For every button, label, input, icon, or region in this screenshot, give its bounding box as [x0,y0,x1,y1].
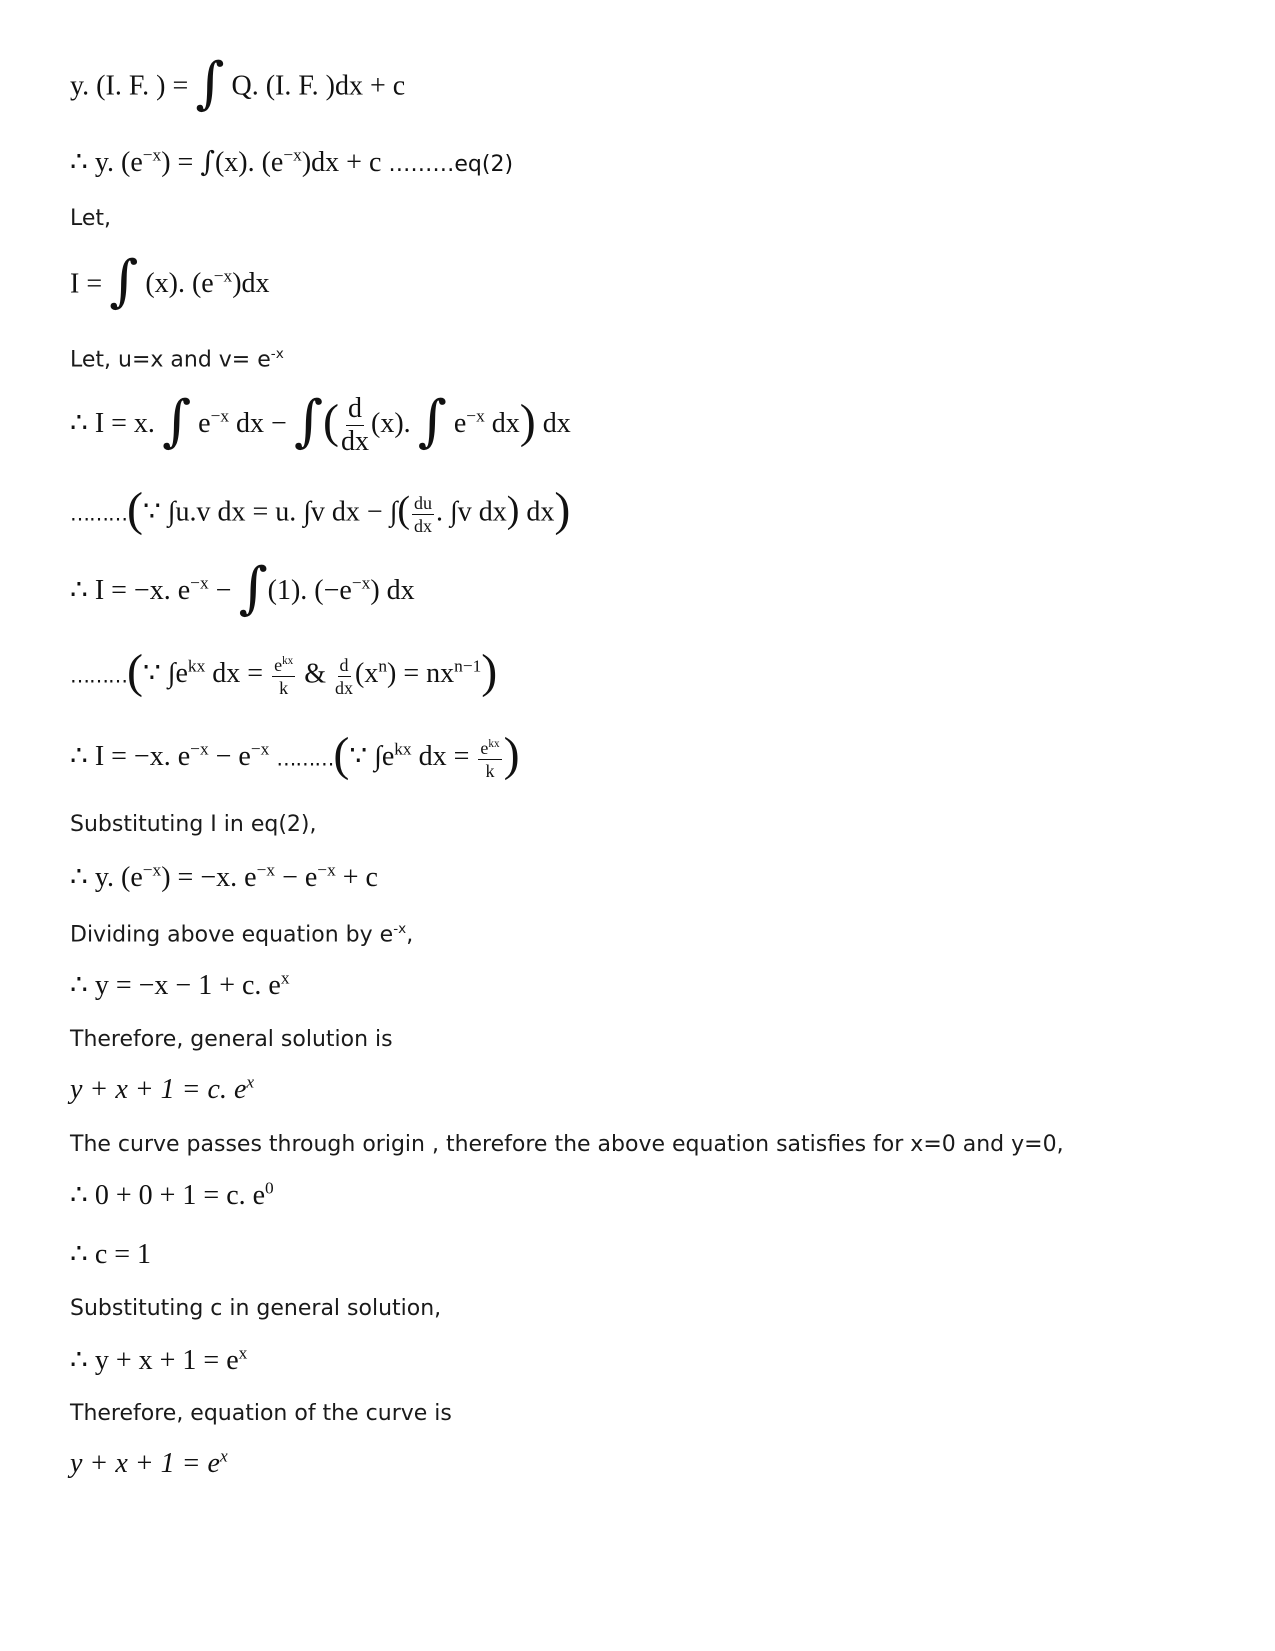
text-general-solution: Therefore, general solution is [70,1027,393,1052]
equation-substituted: ∴ y. $(e^{-x}) = -x$. $e^{-x} - e^{-x} + c$ [70,860,378,893]
equation-by-parts: ∴ I = x. ∫ $e^{-x}$ dx − ∫( $\frac{d}{dx}$ (x). ∫ $e^{-x}$ dx) dx [70,388,571,457]
equation-I-step2: ∴ I = −x. $e^{-x} - \int(1)$. $(-e^{-x})$ dx [70,556,415,621]
eq2-tag: ………eq(2) [388,152,514,177]
text-substituting-c: Substituting c in general solution, [70,1296,442,1321]
text-substituting-I: Substituting I in eq(2), [70,812,317,837]
equation-final: $y + x + 1 = e^x$ [70,1447,228,1480]
text-dividing: Dividing above equation by $e^{-x}$, [70,921,414,948]
equation-general-solution: y + x + 1 = c. $e^x$ [70,1073,255,1106]
text-curve-origin: The curve passes through origin , therefore the above equation satisfies for x=0 and y=0, [70,1132,1064,1157]
equation-c-value: ∴ c = 1 [70,1239,152,1270]
equation-if-formula: y. (I. F. ) = ∫ Q. (I. F. )dx + c [70,51,406,116]
text-let: Let, [70,206,112,231]
equation-curve-derived: ∴ $y + x + 1 = e^x$ [70,1343,248,1376]
text-equation-curve: Therefore, equation of the curve is [70,1401,452,1426]
equation-rule-exp-power: ………(∵ $\int e^{kx}$ dx = $\frac{e^{kx}}{k}$ & $\frac{d}{dx}$ $(x^n) = nx^{n-1}$) [70,645,498,698]
equation-origin-sub: ∴ 0 + 0 + 1 = c. $e^0$ [70,1178,274,1211]
equation-eq2: ∴ y. $(e^{-x}) = \int(x)$. $(e^{-x})dx + c$ ………eq(2) [70,145,514,178]
equation-y-solved: ∴ y = −x − 1 + c. $e^x$ [70,968,290,1001]
equation-I-result: ∴ I = −x. $e^{-x} - e^{-x}$ ………(∵ $\int e^{kx}$ dx = $\frac{e^{kx}}{k}$ ) [70,728,520,781]
equation-by-parts-rule: ………(∵ ∫u.v dx = u. ∫v dx − ∫( $\frac{du}{dx}$ . ∫v dx) dx) [70,483,571,536]
equation-integral-I: I = ∫ (x). $(e^{-x})dx$ [70,249,270,314]
text-let-u-v: Let, u=x and $v= e^{-x}$ [70,346,284,373]
